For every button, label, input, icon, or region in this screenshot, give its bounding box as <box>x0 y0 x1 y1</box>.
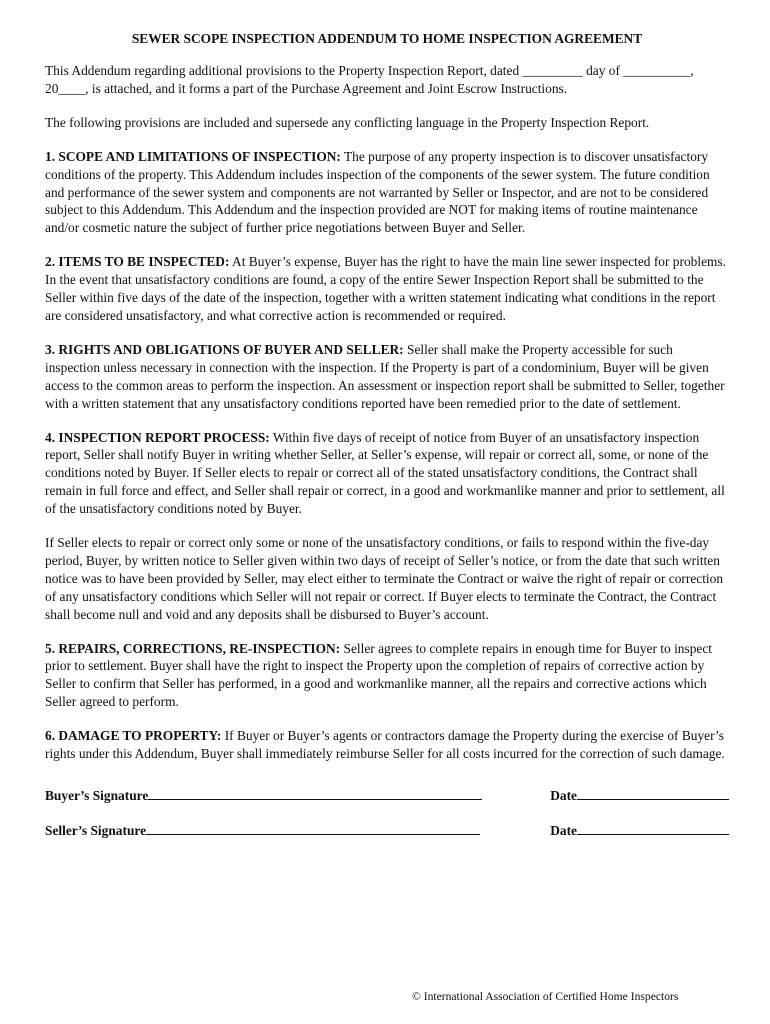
section-rights-obligations <box>45 341 729 413</box>
section-text: At Buyer’s expense, Buyer has the right to have the main line sewer inspected for problems. In the event that unsatisfactory conditions are found, a copy of the entire Sewer Inspection Report shall be submitted to the Seller within five days of the date of the inspection, together with a written statement indicating what conditions in the report are considered unsatisfactory, and what corrective action is recommended or required. <box>45 254 726 323</box>
buyer-date-line[interactable] <box>577 787 729 800</box>
seller-signature-label: Seller’s Signature <box>45 823 147 838</box>
section-heading: 4. INSPECTION REPORT PROCESS: <box>45 429 270 445</box>
buyer-date-field[interactable] <box>550 787 729 805</box>
section-text: Within five days of receipt of notice from Buyer of an unsatisfactory inspection report, Seller shall notify Buyer in writing whether Seller, at Seller’s expense, will repair or correct all, some, or none of the conditions noted by Buyer. If Seller elects to repair or correct all of the stated unsatisfactory conditions, the Contract shall remain in full force and effect, and Seller shall repair or correct, in a good and workmanlike manner and prior to settlement, all of the unsatisfactory conditions noted by Buyer. <box>45 429 725 517</box>
buyer-signature-row <box>45 787 729 805</box>
section-heading: 6. DAMAGE TO PROPERTY: <box>45 728 222 744</box>
document-title: SEWER SCOPE INSPECTION ADDENDUM TO HOME INSPECTION AGREEMENT <box>131 31 643 46</box>
section-heading: 5. REPAIRS, CORRECTIONS, RE-INSPECTION: <box>45 640 341 656</box>
seller-date-field[interactable] <box>550 822 729 840</box>
section-text: If Buyer or Buyer’s agents or contractors damage the Property during the exercise of Buyer’s rights under this Addendum, Buyer shall immediately reimburse Seller for all costs incurred for the correction of such damage. <box>45 728 725 762</box>
section-text: Seller agrees to complete repairs in enough time for Buyer to inspect prior to settlement. Buyer shall have the right to inspect the Property upon the completion of repairs of corrective action by Seller to confirm that Seller has performed, in a good and workmanlike manner, all the repairs and corrective actions which Seller agreed to perform. <box>45 640 712 710</box>
intro-paragraph: This Addendum regarding additional provisions to the Property Inspection Report, dated _________ day of __________, 20____, is attached, and it forms a part of the Purchase Agreement and Joint Escrow Instructions. <box>45 63 694 96</box>
section-report-process <box>45 429 729 519</box>
section-items-inspected <box>45 253 729 325</box>
section-text: The purpose of any property inspection is to discover unsatisfactory conditions of the property. This Addendum includes inspection of the components of the sewer system. The future condition and performance of the sewer system and components are not warranted by Seller or Inspector, and are not to be considered subject to this Addendum. This Addendum and the inspection provided are NOT for making items of routine maintenance and/or cosmetic nature the subject of further price negotiations between Buyer and Seller. <box>45 148 710 236</box>
section-report-process-continued <box>45 534 729 624</box>
buyer-signature-label: Buyer’s Signature <box>45 788 149 803</box>
section-text: If Seller elects to repair or correct only some or none of the unsatisfactory conditions, or fails to respond within the five-day period, Buyer, by written notice to Seller given within two days of receipt of Seller’s notice, or from the date that such written notice was to have been provided by Seller, may elect either to terminate the Contract or waive the right of repair or correction of any unsatisfactory conditions which Seller will not repair or correct. If Buyer elects to terminate the Contract, the Contract shall become null and void and any deposits shall be disbursed to Buyer’s account. <box>45 535 724 622</box>
section-repairs <box>45 640 729 712</box>
section-heading: 1. SCOPE AND LIMITATIONS OF INSPECTION: <box>45 148 341 164</box>
preface-paragraph: The following provisions are included and supersede any conflicting language in the Property Inspection Report. <box>45 114 650 130</box>
section-text: Seller shall make the Property accessible for such inspection unless necessary in connection with the inspection. If the Property is part of a condominium, Buyer will be given access to the common areas to perform the inspection. An assessment or inspection report shall be submitted to Seller, together with a written statement that any unsatisfactory conditions reported have been remedied prior to the date of settlement. <box>45 341 725 411</box>
copyright-footer: © International Association of Certified Home Inspectors <box>412 990 679 1003</box>
section-heading: 2. ITEMS TO BE INSPECTED: <box>45 254 230 270</box>
seller-signature-row <box>45 822 729 840</box>
seller-date-line[interactable] <box>577 822 729 835</box>
seller-signature-field[interactable] <box>45 822 480 840</box>
document-page <box>45 30 729 840</box>
buyer-signature-line[interactable] <box>148 787 482 800</box>
buyer-signature-field[interactable] <box>45 787 482 805</box>
seller-signature-line[interactable] <box>146 822 480 835</box>
buyer-date-label: Date <box>550 788 577 803</box>
section-scope <box>45 148 729 238</box>
section-damage <box>45 727 729 763</box>
seller-date-label: Date <box>550 823 577 838</box>
section-heading: 3. RIGHTS AND OBLIGATIONS OF BUYER AND SELLER: <box>45 341 404 357</box>
